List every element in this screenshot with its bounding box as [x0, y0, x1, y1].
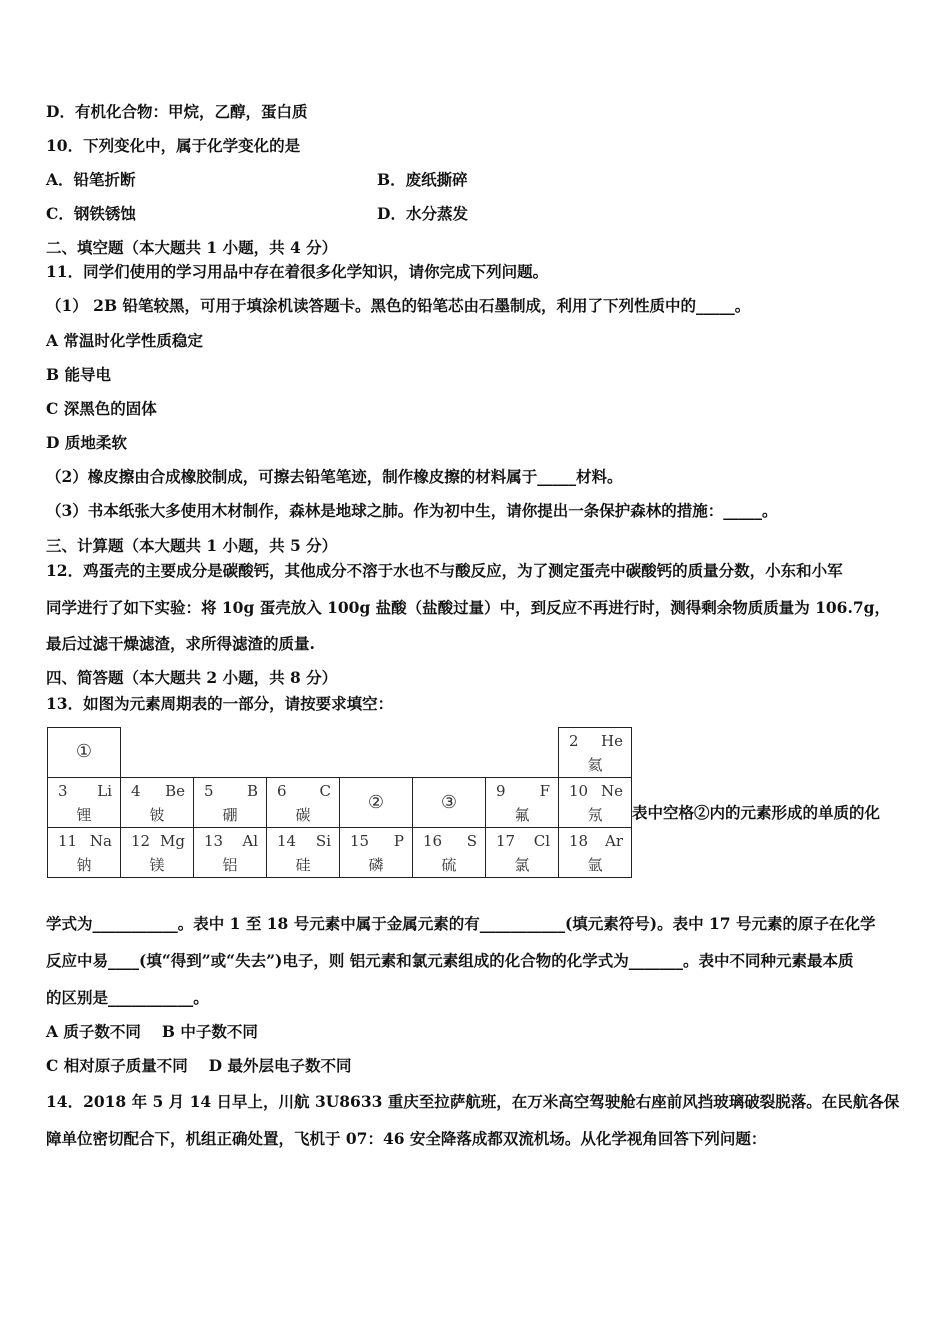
element-name: 氯	[514, 856, 530, 874]
element-name: 碳	[295, 806, 311, 824]
element-number: 2	[569, 732, 579, 750]
q10-option-b: B．废纸撕碎	[377, 170, 468, 189]
element-cell-ne	[559, 778, 632, 828]
element-name: 氟	[514, 806, 530, 824]
blank-label-2: ②	[367, 792, 385, 813]
q14-line1: 14．2018 年 5 月 14 日早上，川航 3U8633 重庆至拉萨航班，在万米高空驾驶舱右座前风挡玻璃破裂脱落。在民航各保	[46, 1092, 900, 1111]
element-number: 12	[131, 832, 151, 850]
q11-part3: （3）书本纸张大多使用木材制作，森林是地球之肺。作为初中生，请你提出一条保护森林的措施：_____。	[46, 501, 778, 520]
element-symbol: Cl	[533, 832, 550, 850]
element-name: 镁	[149, 856, 165, 874]
q11-part2: （2）橡皮擦由合成橡胶制成，可擦去铅笔笔迹，制作橡皮擦的材料属于_____材料。	[46, 467, 623, 486]
element-symbol: C	[319, 782, 331, 800]
element-symbol: S	[466, 832, 477, 850]
element-number: 17	[496, 832, 516, 850]
element-number: 9	[496, 782, 506, 800]
element-number: 15	[350, 832, 370, 850]
q10-option-c: C．钢铁锈蚀	[46, 204, 136, 223]
q11-option-d: D 质地柔软	[46, 433, 127, 452]
element-cell-al	[194, 828, 267, 878]
element-number: 4	[131, 782, 141, 800]
q14-line2: 障单位密切配合下，机组正确处置，飞机于 07：46 安全降落成都双流机场。从化学视角回答下列问题：	[46, 1129, 767, 1148]
element-number: 5	[204, 782, 214, 800]
element-name: 氖	[587, 806, 603, 824]
periodic-table	[47, 727, 632, 878]
q10-stem: 10．下列变化中，属于化学变化的是	[46, 136, 301, 155]
q12-line3: 最后过滤干燥滤渣，求所得滤渣的质量.	[46, 634, 315, 653]
q11-option-c: C 深黑色的固体	[46, 399, 157, 418]
element-cell-cl	[486, 828, 559, 878]
element-symbol: Be	[165, 782, 185, 800]
element-symbol: Ar	[604, 832, 623, 850]
element-symbol: F	[539, 782, 550, 800]
section-3-heading: 三、计算题（本大题共 1 小题，共 5 分）	[46, 536, 338, 555]
element-cell-li	[48, 778, 121, 828]
element-cell-be	[121, 778, 194, 828]
element-number: 18	[569, 832, 589, 850]
q13-line1: 学式为___________。表中 1 至 18 号元素中属于金属元素的有___________(填元素符号)。表中 17 号元素的原子在化学	[46, 914, 876, 933]
element-name: 铍	[149, 806, 165, 824]
element-number: 13	[204, 832, 224, 850]
q11-part1: （1） 2B 铅笔较黑，可用于填涂机读答题卡。黑色的铅笔芯由石墨制成，利用了下列性质中的_____。	[46, 296, 751, 315]
section-4-heading: 四、简答题（本大题共 2 小题，共 8 分）	[46, 668, 338, 687]
q13-options-cd: C 相对原子质量不同 D 最外层电子数不同	[46, 1056, 352, 1075]
blank-label-3: ③	[440, 792, 458, 813]
element-symbol: Al	[242, 832, 258, 850]
element-cell-b	[194, 778, 267, 828]
element-cell-s	[413, 828, 486, 878]
element-symbol: He	[601, 732, 623, 750]
section-2-heading: 二、填空题（本大题共 1 小题，共 4 分）	[46, 238, 338, 257]
element-name: 氦	[587, 756, 603, 774]
element-name: 铝	[222, 856, 238, 874]
element-name: 硫	[441, 856, 457, 874]
q13-stem: 13．如图为元素周期表的一部分，请按要求填空：	[46, 694, 394, 713]
element-name: 磷	[368, 856, 384, 874]
element-number: 10	[569, 782, 589, 800]
q13-side-text: 表中空格②内的元素形成的单质的化	[632, 803, 881, 822]
element-symbol: Li	[97, 782, 112, 800]
element-cell-si	[267, 828, 340, 878]
q12-line2: 同学进行了如下实验：将 10g 蛋壳放入 100g 盐酸（盐酸过量）中，到反应不再进行时，测得剩余物质质量为 106.7g，	[46, 598, 890, 617]
q10-option-a: A．铅笔折断	[46, 170, 136, 189]
element-cell-he	[559, 728, 632, 778]
q11-stem: 11．同学们使用的学习用品中存在着很多化学知识，请你完成下列问题。	[46, 262, 549, 281]
element-name: 钠	[76, 856, 92, 874]
element-cell-ar	[559, 828, 632, 878]
element-symbol: Si	[315, 832, 331, 850]
q13-line2: 反应中易____(填“得到”或“失去”)电子，则 铝元素和氯元素组成的化合物的化学式为_______。表中不同种元素最本质	[46, 951, 854, 970]
q13-line3: 的区别是___________。	[46, 988, 209, 1007]
table-cell-blank-2	[340, 778, 413, 828]
element-symbol: Na	[89, 832, 112, 850]
q9-option-d: D．有机化合物：甲烷，乙醇，蛋白质	[46, 102, 308, 121]
element-cell-f	[486, 778, 559, 828]
element-number: 6	[277, 782, 287, 800]
q13-options-ab: A 质子数不同 B 中子数不同	[46, 1022, 258, 1041]
element-symbol: Mg	[160, 832, 185, 850]
element-number: 3	[58, 782, 68, 800]
element-symbol: Ne	[600, 782, 623, 800]
table-cell-blank-1	[48, 728, 121, 778]
element-number: 14	[277, 832, 297, 850]
element-name: 氩	[587, 856, 603, 874]
element-name: 锂	[76, 806, 92, 824]
element-number: 16	[423, 832, 443, 850]
element-name: 硼	[222, 806, 238, 824]
element-cell-mg	[121, 828, 194, 878]
element-name: 硅	[295, 856, 311, 874]
element-number: 11	[58, 832, 78, 850]
q12-line1: 12．鸡蛋壳的主要成分是碳酸钙，其他成分不溶于水也不与酸反应，为了测定蛋壳中碳酸钙的质量分数，小东和小军	[46, 561, 843, 580]
element-cell-na	[48, 828, 121, 878]
q11-option-a: A 常温时化学性质稳定	[46, 331, 203, 350]
element-cell-p	[340, 828, 413, 878]
blank-label-1: ①	[75, 741, 93, 762]
element-symbol: B	[246, 782, 258, 800]
element-symbol: P	[393, 832, 404, 850]
q11-option-b: B 能导电	[46, 365, 111, 384]
table-cell-blank-3	[413, 778, 486, 828]
element-cell-c	[267, 778, 340, 828]
q10-option-d: D．水分蒸发	[377, 204, 468, 223]
